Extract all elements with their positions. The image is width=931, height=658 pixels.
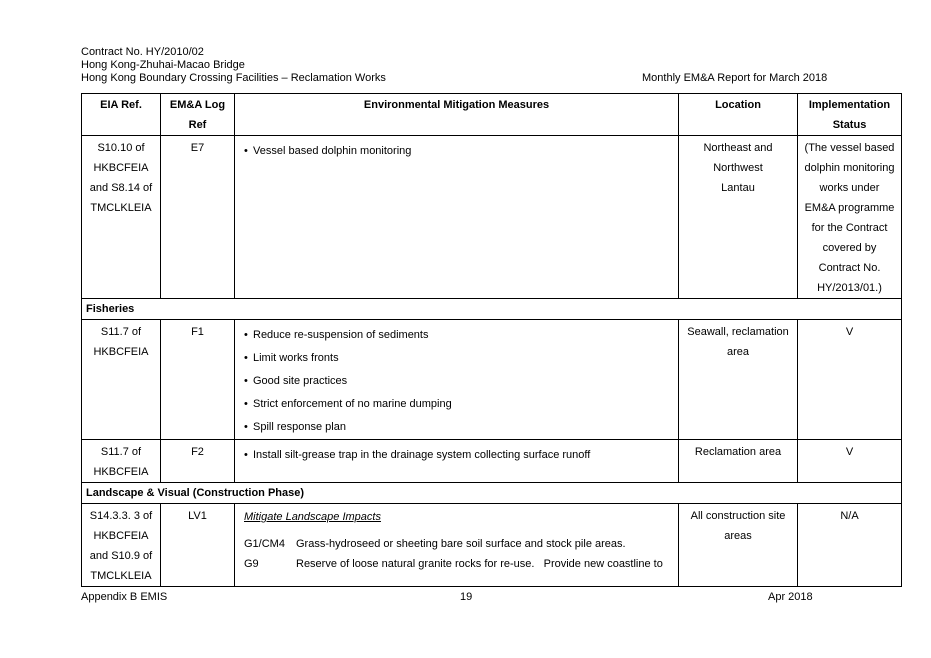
footer-appendix: Appendix B EMIS (81, 591, 168, 603)
list-item: • Good site practices (244, 370, 678, 393)
table-row (82, 504, 902, 587)
eia-ref-cell: S11.7 of HKBCFEIA (82, 320, 161, 440)
table-row (82, 440, 902, 483)
list-item: • Strict enforcement of no marine dumping (244, 393, 678, 416)
eia-ref-cell: S11.7 of HKBCFEIA (82, 440, 161, 483)
emis-table (81, 93, 902, 587)
list-item: • Reduce re-suspension of sediments (244, 324, 678, 347)
measures-cell (235, 504, 679, 587)
location-cell: Reclamation area (679, 440, 798, 483)
project-name: Hong Kong-Zhuhai-Macao Bridge (81, 59, 245, 71)
log-ref-cell: F2 (161, 440, 235, 483)
works-name: Hong Kong Boundary Crossing Facilities – Reclamation Works (81, 72, 386, 84)
section-title: Fisheries (82, 299, 902, 320)
measures-cell (235, 440, 679, 483)
measure-text: Reserve of loose natural granite rocks for re-use. Provide new coastline to (296, 558, 663, 570)
log-ref-cell: F1 (161, 320, 235, 440)
list-item: • Spill response plan (244, 416, 678, 439)
measures-cell (235, 320, 679, 440)
page-number: 19 (460, 591, 473, 603)
log-ref-cell: E7 (161, 136, 235, 299)
eia-ref-cell: S10.10 of HKBCFEIA and S8.14 of TMCLKLEIA (82, 136, 161, 299)
list-item (244, 534, 678, 554)
measure-code: G9 (244, 558, 259, 570)
table-header-row (82, 94, 902, 136)
measures-cell (235, 136, 679, 299)
header-eia-ref: EIA Ref. (82, 94, 161, 136)
header-status: Implementation Status (798, 94, 902, 136)
contract-number: Contract No. HY/2010/02 (81, 46, 204, 58)
status-cell: V (798, 320, 902, 440)
measure-text: Grass-hydroseed or sheeting bare soil surface and stock pile areas. (296, 538, 626, 550)
header-location: Location (679, 94, 798, 136)
location-cell: Seawall, reclamation area (679, 320, 798, 440)
section-title: Landscape & Visual (Construction Phase) (82, 483, 902, 504)
measure-heading: Mitigate Landscape Impacts (244, 511, 381, 523)
status-cell: V (798, 440, 902, 483)
eia-ref-cell: S14.3.3. 3 of HKBCFEIA and S10.9 of TMCLKLEIA (82, 504, 161, 587)
table-row (82, 136, 902, 299)
list-item: • Install silt-grease trap in the drainage system collecting surface runoff (244, 445, 678, 465)
report-title: Monthly EM&A Report for March 2018 (642, 72, 828, 84)
footer-date: Apr 2018 (768, 591, 813, 603)
status-cell: (The vessel based dolphin monitoring works under EM&A programme for the Contract covered by Contract No. HY/2013/01.) (798, 136, 902, 299)
log-ref-cell: LV1 (161, 504, 235, 587)
header-log-ref: EM&A Log Ref (161, 94, 235, 136)
document-header (81, 46, 386, 85)
section-row-landscape (82, 483, 902, 504)
list-item: • Vessel based dolphin monitoring (244, 141, 678, 161)
location-cell: Northeast and Northwest Lantau (679, 136, 798, 299)
table-row (82, 320, 902, 440)
header-measures: Environmental Mitigation Measures (235, 94, 679, 136)
status-cell: N/A (798, 504, 902, 587)
location-cell: All construction site areas (679, 504, 798, 587)
list-item (244, 554, 678, 574)
section-row-fisheries (82, 299, 902, 320)
list-item: • Limit works fronts (244, 347, 678, 370)
measure-code: G1/CM4 (244, 538, 285, 550)
